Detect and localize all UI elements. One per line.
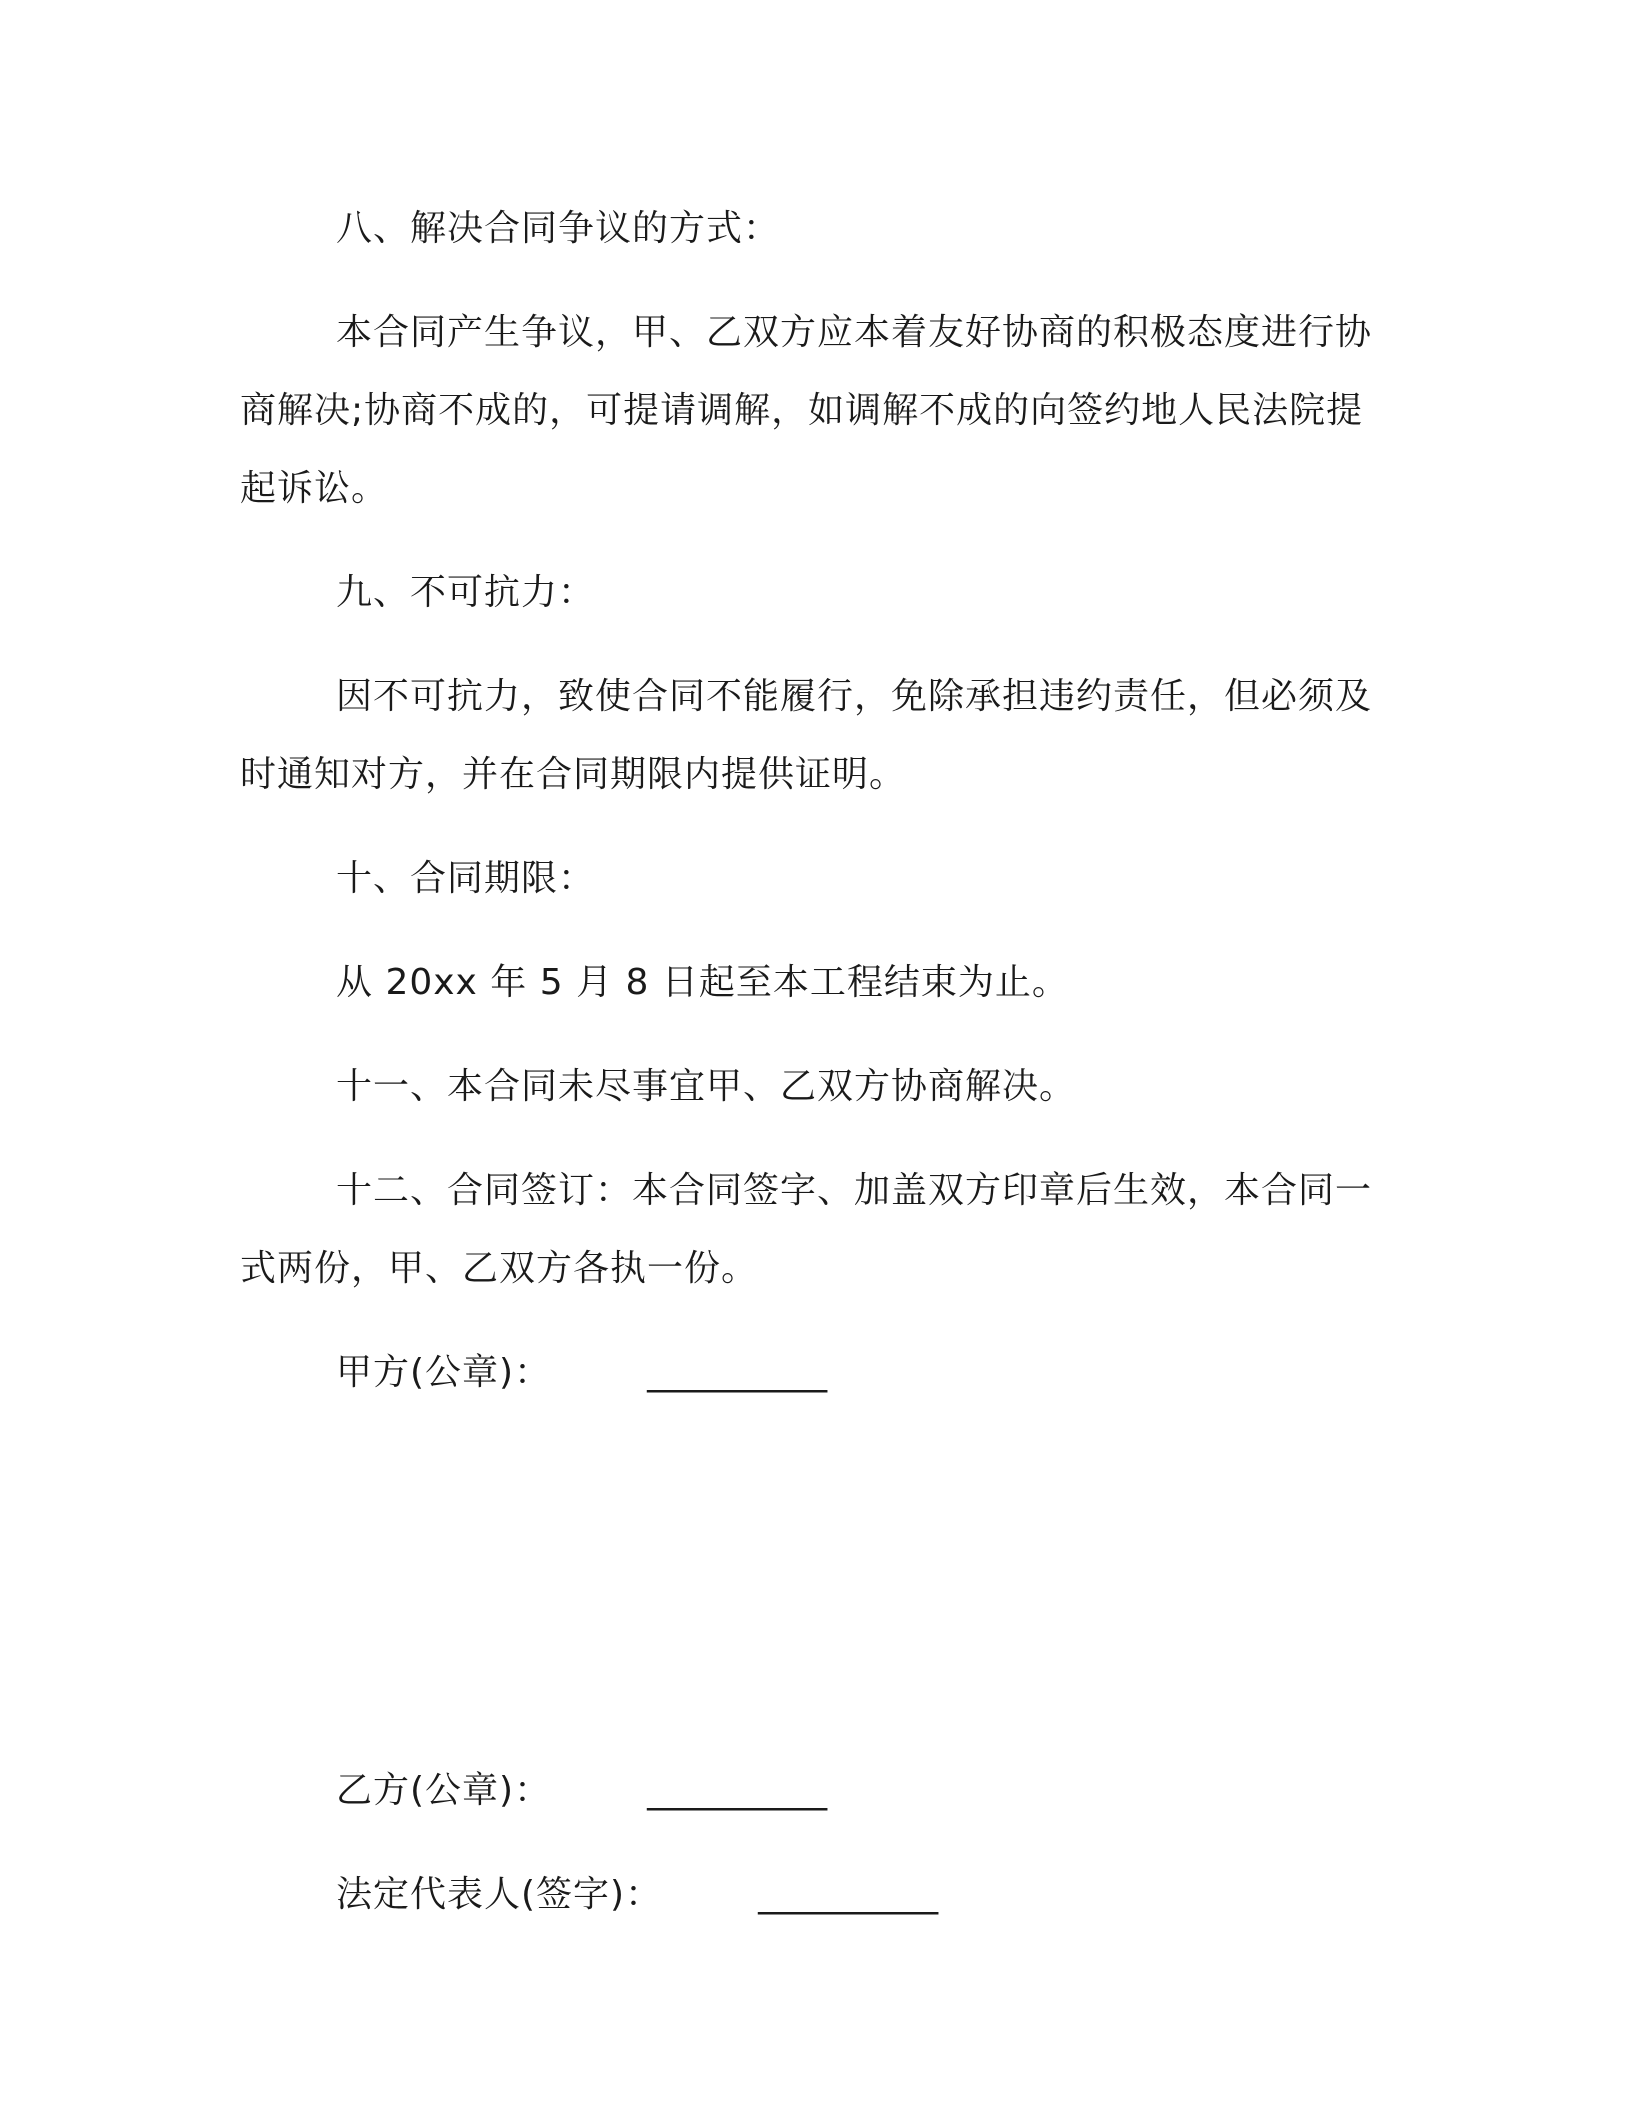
section-9-heading: 九、不可抗力： [336,572,596,613]
document-body [240,190,1380,1934]
party-b-signature-line [240,1752,1380,1830]
section-12-text: 十二、合同签订：本合同签字、加盖双方印章后生效，本合同一式两份，甲、乙双方各执一份。 [240,1170,1373,1289]
party-a-label: 甲方(公章)： [336,1352,552,1393]
section-8-body: 本合同产生争议，甲、乙双方应本着友好协商的积极态度进行协商解决;协商不成的，可提请调解，如调解不成的向签约地人民法院提起诉讼。 [240,312,1373,509]
party-a-signature-line [240,1334,1380,1412]
section-9-body: 因不可抗力，致使合同不能履行，免除承担违约责任，但必须及时通知对方，并在合同期限内提供证明。 [240,676,1373,795]
party-b-label: 乙方(公章)： [336,1770,552,1811]
section-11-text: 十一、本合同未尽事宜甲、乙双方协商解决。 [336,1066,1077,1107]
legal-rep-blank: __________ [758,1874,939,1915]
party-b-blank: __________ [647,1770,828,1811]
section-10-heading: 十、合同期限： [336,858,596,899]
section-10-body: 从 20xx 年 5 月 8 日起至本工程结束为止。 [336,962,1069,1003]
party-a-blank: __________ [647,1352,828,1393]
legal-rep-label: 法定代表人(签字)： [336,1874,663,1915]
section-8-heading: 八、解决合同争议的方式： [336,208,781,249]
legal-rep-signature-line [240,1856,1380,1934]
